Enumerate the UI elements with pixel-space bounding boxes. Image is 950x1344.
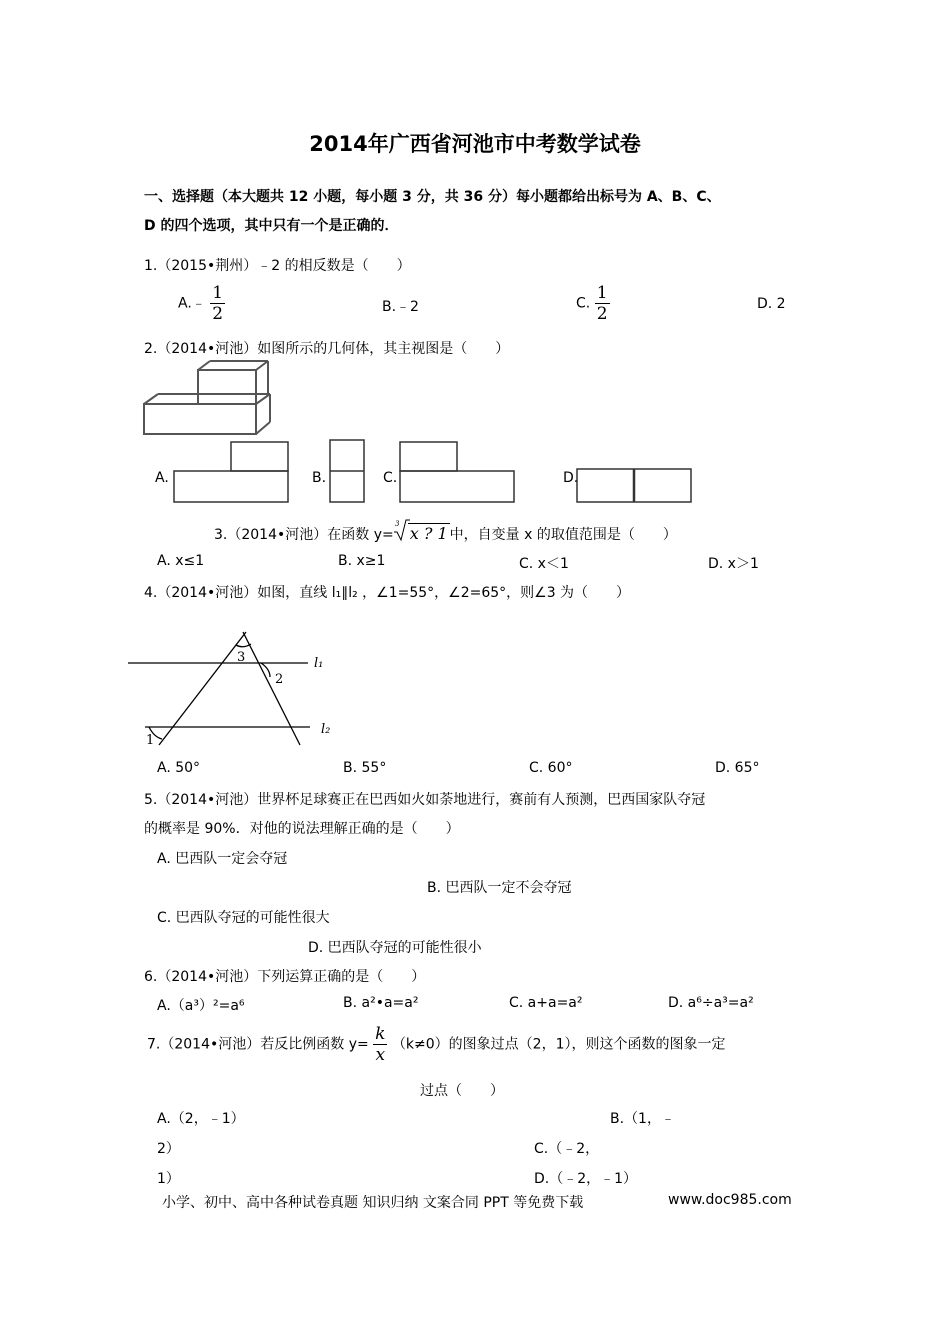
q4-option-d: D. 65° [715,760,760,776]
q1-a-num: 1 [212,283,224,303]
q1-a-den: 2 [212,304,224,324]
q2-solid-figure [140,358,275,438]
q3-radicand: x ? 1 [409,524,448,543]
q3-option-d: D. x＞1 [708,556,759,572]
q7-option-c: C.（﹣2， [534,1141,600,1157]
q2-stem: 2.（2014•河池）如图所示的几何体，其主视图是（ ） [144,341,510,357]
footer-text: 小学、初中、高中各种试卷真题 知识归纳 文案合同 PPT 等免费下载 [162,1195,584,1211]
q1-option-c [576,283,610,324]
q6-option-a: A.（a³）²=a⁶ [157,998,245,1014]
q7-option-b-cont: 2） [157,1141,180,1157]
q7-frac-num: k [375,1024,386,1044]
q2-option-a-label: A. [155,470,169,486]
q1-a-prefix: A.﹣ [178,295,206,312]
q6-stem: 6.（2014•河池）下列运算正确的是（ ） [144,969,426,985]
q7-stem [147,1024,726,1065]
q1-option-d: D. 2 [757,296,786,312]
q4-option-a: A. 50° [157,760,201,776]
q6-option-d: D. a⁶÷a³=a² [668,995,754,1011]
q7-option-a: A.（2，﹣1） [157,1111,245,1127]
line-l2-label: l₂ [321,722,331,737]
q5-option-b: B. 巴西队一定不会夺冠 [427,880,572,896]
q5-option-a: A. 巴西队一定会夺冠 [157,851,288,867]
q3-option-c: C. x＜1 [519,556,569,572]
angle-1-label: 1 [146,733,155,748]
q1-c-num: 1 [596,283,608,303]
q4-stem: 4.（2014•河池）如图，直线 l₁∥l₂ ，∠1=55°，∠2=65°，则∠3 为（ ） [144,585,631,601]
cube-root-sign [394,518,410,544]
q2-option-a-figure [172,440,292,504]
q2-option-c-label: C. [383,470,398,486]
q1-c-den: 2 [596,304,608,324]
q1-c-prefix: C. [576,295,591,312]
q6-option-c: C. a+a=a² [509,995,583,1011]
footer-site-link[interactable]: www.doc985.com [668,1192,792,1208]
q3-stem [214,520,677,544]
section-heading: 一、选择题（本大题共 12 小题，每小题 3 分，共 36 分）每小题都给出标号为 A、B、C、 [144,189,721,205]
q5-option-d: D. 巴西队夺冠的可能性很小 [308,940,482,956]
q5-option-c: C. 巴西队夺冠的可能性很大 [157,910,330,926]
q7-option-c-cont: 1） [157,1171,180,1187]
q7-option-b: B.（1，﹣ [610,1111,675,1127]
q4-option-b: B. 55° [343,760,387,776]
q3-radical [394,520,450,543]
q6-option-b: B. a²•a=a² [343,995,419,1011]
q2-option-d-figure [575,467,695,505]
angle-2-label: 2 [275,672,284,687]
q4-parallel-lines-figure [140,625,340,750]
q3-stem-post: 中，自变量 x 的取值范围是（ ） [449,527,677,543]
q2-option-c-figure [398,440,518,504]
q1-option-a [178,283,225,324]
q7-frac-den: x [375,1045,386,1065]
q2-option-b-label: B. [312,470,327,486]
q3-option-a: A. x≤1 [157,553,205,569]
q3-option-b: B. x≥1 [338,553,386,569]
q4-option-c: C. 60° [529,760,573,776]
q3-stem-pre: 3.（2014•河池）在函数 y= [214,527,394,543]
q7-stem-cont: 过点（ ） [420,1083,504,1099]
q5-stem: 5.（2014•河池）世界杯足球赛正在巴西如火如荼地进行，赛前有人预测，巴西国家队夺冠 [144,792,706,808]
q1-option-b: B.﹣2 [382,299,419,315]
q7-option-d: D.（﹣2，﹣1） [534,1171,638,1187]
section-heading-cont: D 的四个选项，其中只有一个是正确的． [144,218,399,234]
q7-fraction [373,1024,387,1065]
q1-stem: 1.（2015•荆州）﹣2 的相反数是（ ） [144,258,411,274]
angle-3-label: 3 [237,650,246,665]
q7-stem-post: （k≠0）的图象过点（2，1），则这个函数的图象一定 [391,1036,726,1053]
q7-stem-pre: 7.（2014•河池）若反比例函数 y= [147,1036,369,1053]
q1-a-fraction [210,283,225,324]
q2-option-b-figure [328,438,368,504]
q2-option-d-label: D. [563,470,579,486]
q5-stem-cont: 的概率是 90%．对他的说法理解正确的是（ ） [144,821,460,837]
page-title: 2014年广西省河池市中考数学试卷 [309,132,641,156]
line-l1-label: l₁ [314,656,324,671]
svg-text:3: 3 [394,520,400,528]
q1-c-fraction [595,283,610,324]
